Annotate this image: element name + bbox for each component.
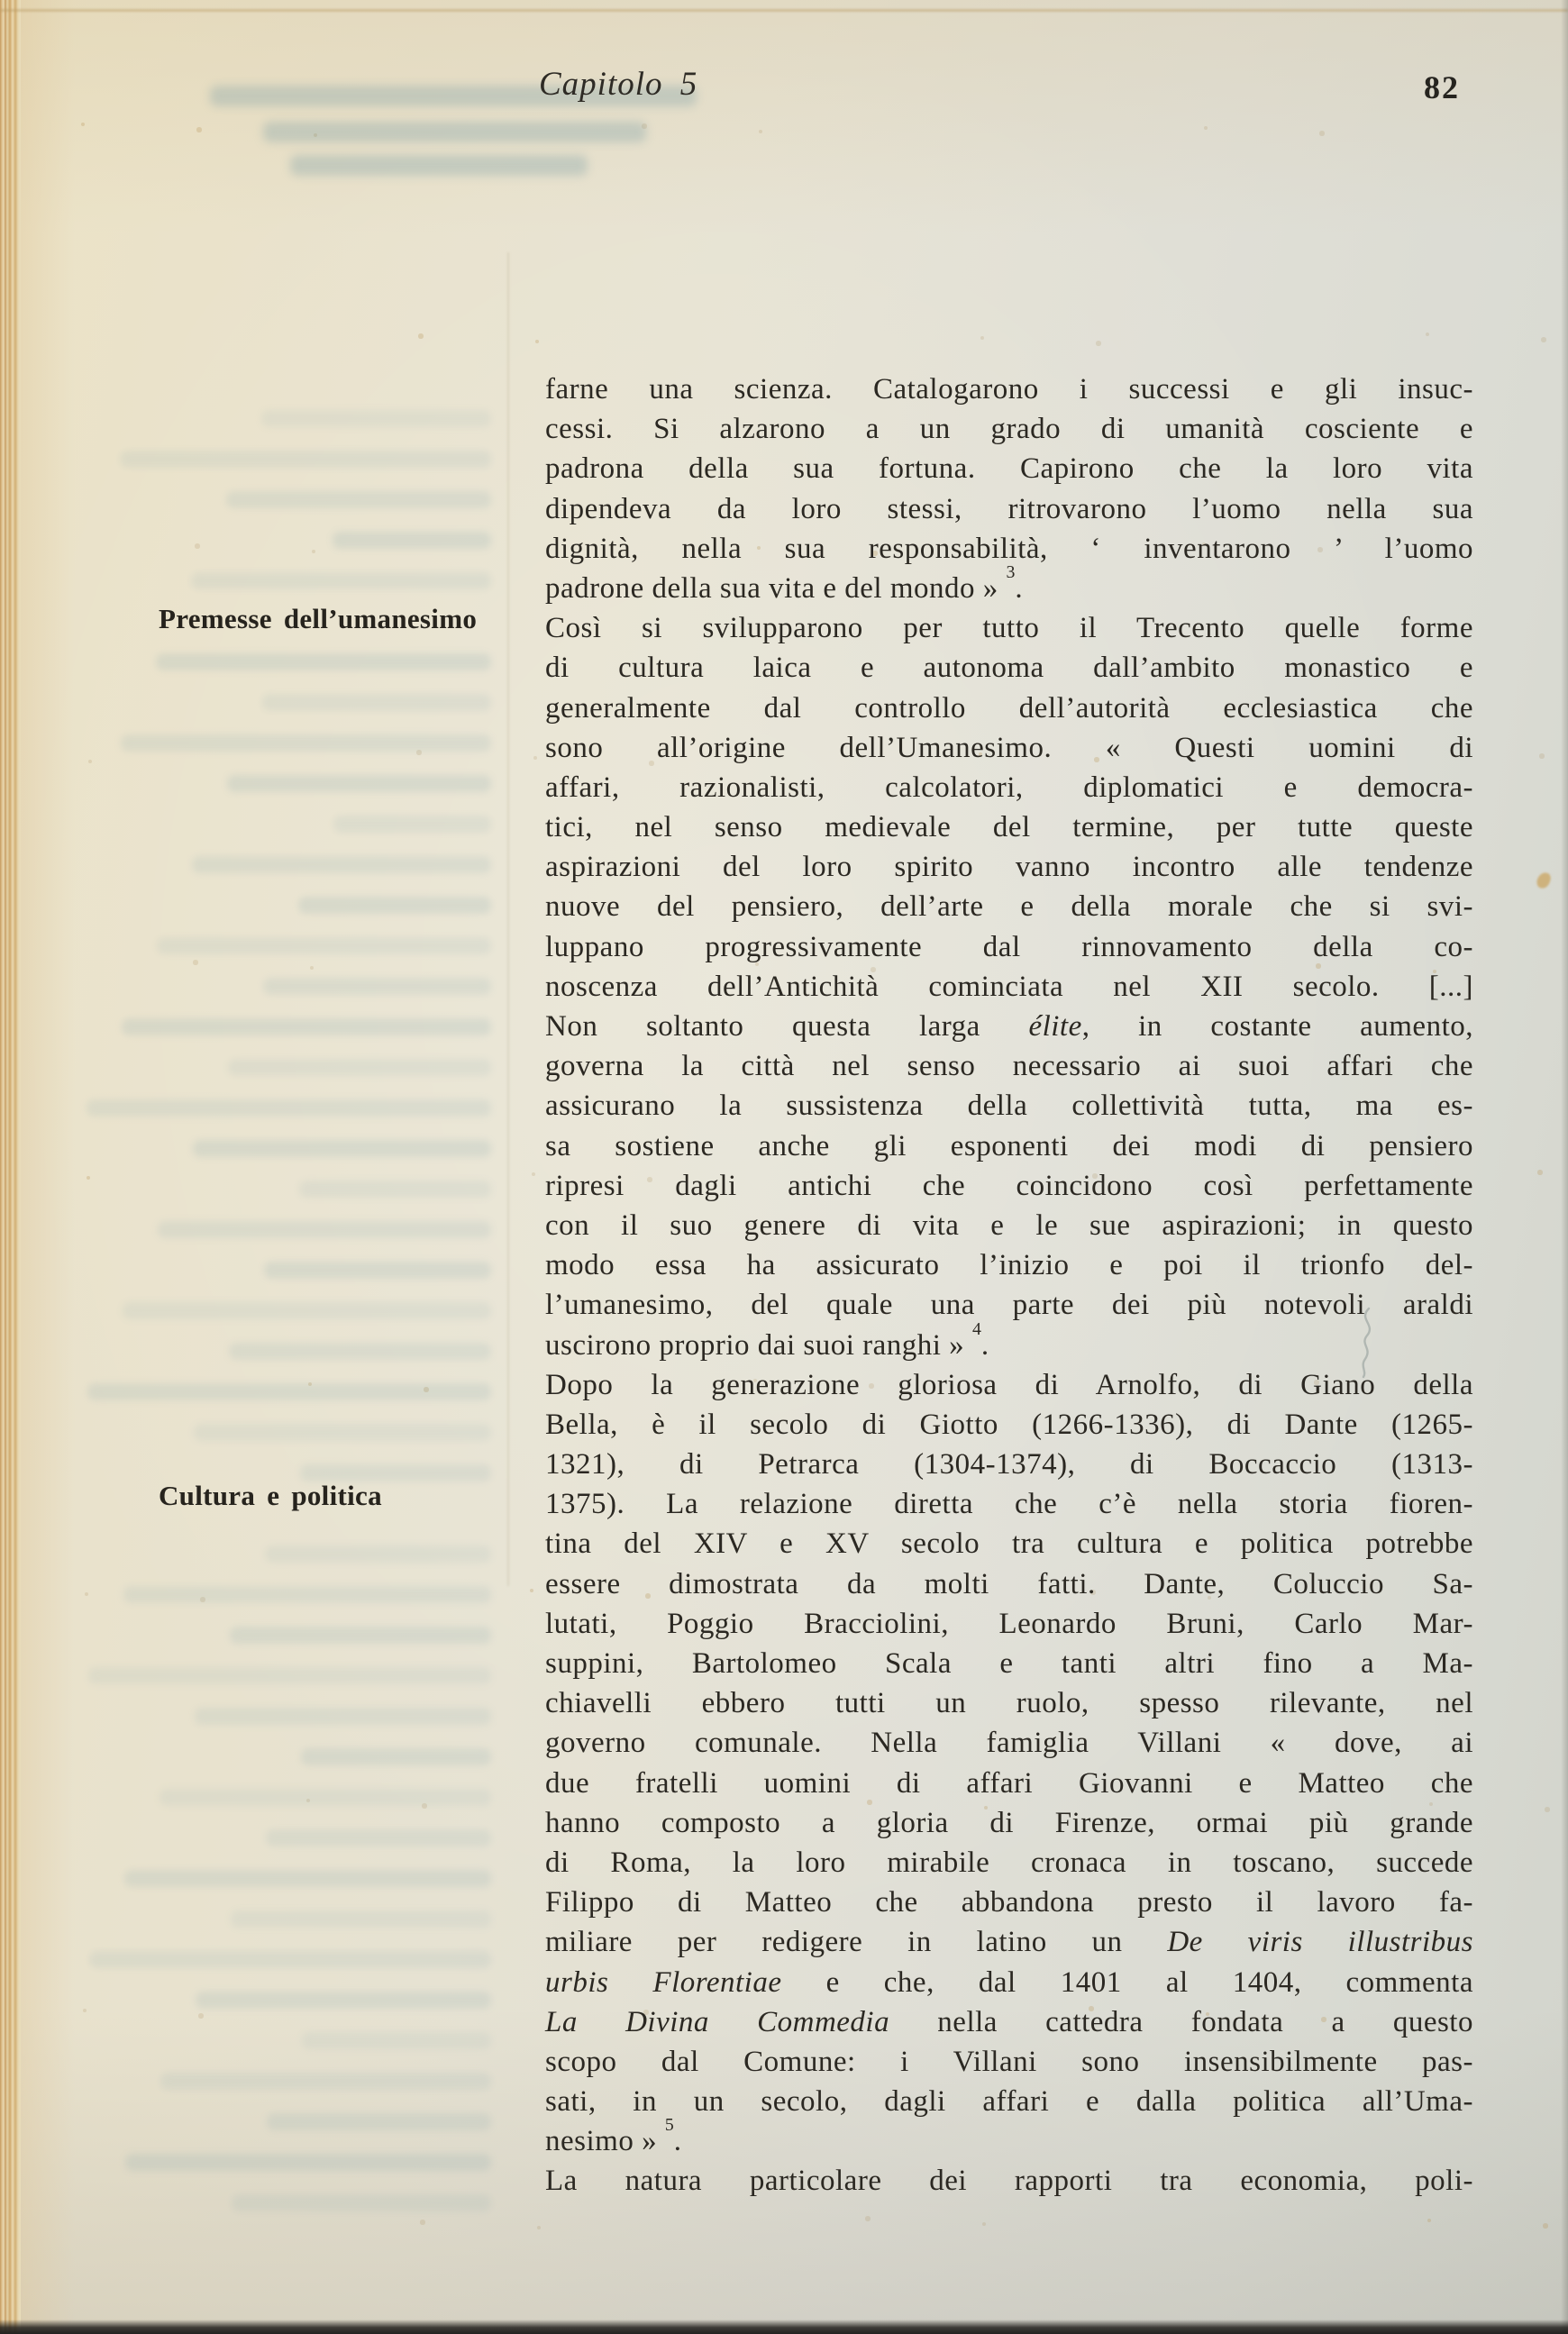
bleed-through-line: [195, 1708, 491, 1725]
page-edge-blend: [21, 0, 75, 2334]
body-line: sa sostiene anche gli esponenti dei modi di pensiero: [545, 1129, 1473, 1162]
body-line: 1375). La relazione diretta che c’è nella storia fioren-: [545, 1488, 1473, 1521]
bleed-through-line: [231, 1910, 491, 1928]
chapter-title: Capitolo 5: [539, 66, 698, 103]
body-line: sono all’origine dell’Umanesimo. « Questi uomini di: [545, 731, 1473, 764]
body-line: assicurano la sussistenza della collettività tutta, ma es-: [545, 1090, 1473, 1123]
body-line: nesimo » $^5$.: [545, 2115, 682, 2158]
body-line: hanno composto a gloria di Firenze, ormai più grande: [545, 1806, 1473, 1839]
body-line: aspirazioni del loro spirito vanno incontro alle tendenze: [545, 851, 1473, 884]
body-line: cessi. Si alzarono a un grado di umanità cosciente e: [545, 413, 1473, 446]
bleed-through-line: [191, 572, 491, 589]
bleed-through-line: [193, 1140, 491, 1157]
bleed-through-line: [122, 1018, 491, 1035]
body-line: scopo dal Comune: i Villani sono insensibilmente pas-: [545, 2045, 1473, 2078]
body-line: La Divina Commedia nella cattedra fondata a questo: [545, 2005, 1473, 2038]
right-page-edge-shadow: [1561, 0, 1568, 2334]
bleed-through-line: [160, 2073, 491, 2090]
body-line: padrona della sua fortuna. Capirono che la loro vita: [545, 452, 1473, 486]
body-line: dipendeva da loro stessi, ritrovarono l’uomo nella sua: [545, 492, 1473, 525]
body-line: governo comunale. Nella famiglia Villani « dove, ai: [545, 1727, 1473, 1760]
bleed-through-line: [265, 1545, 491, 1563]
body-line: di cultura laica e autonoma dall’ambito monastico e: [545, 652, 1473, 685]
paper-speckles: [0, 0, 2, 2]
body-line: generalmente dal controllo dell’autorità ecclesiastica che: [545, 691, 1473, 725]
bleed-through-line: [261, 410, 491, 427]
bleed-through-line: [123, 1586, 491, 1603]
bottom-scan-edge: [0, 2320, 1568, 2334]
bleed-through-line: [298, 897, 491, 914]
bleed-through-line: [262, 694, 491, 711]
bleed-through-line: [124, 1870, 491, 1887]
bleed-through-line: [266, 1829, 491, 1846]
body-line: governa la città nel senso necessario ai suoi affari che: [545, 1050, 1473, 1083]
body-line: Non soltanto questa larga élite, in costante aumento,: [545, 1010, 1473, 1043]
bleed-through-line: [87, 1383, 491, 1400]
body-line: 1321), di Petrarca (1304-1374), di Boccaccio (1313-: [545, 1448, 1473, 1482]
body-line: Filippo di Matteo che abbandona presto il lavoro fa-: [545, 1886, 1473, 1919]
body-line: modo essa ha assicurato l’inizio e poi il trionfo del-: [545, 1249, 1473, 1282]
body-line: nuove del pensiero, dell’arte e della morale che si svi-: [545, 890, 1473, 924]
paper-stain-speck: [1536, 871, 1553, 889]
body-line: luppano progressivamente dal rinnovamento della co-: [545, 930, 1473, 963]
bleed-through-line: [125, 2154, 491, 2171]
body-line: Dopo la generazione gloriosa di Arnolfo, di Giano della: [545, 1368, 1473, 1401]
bleed-through-line: [228, 1059, 491, 1076]
body-line: padrone della sua vita e del mondo » $^3$.: [545, 562, 1024, 605]
body-line: con il suo genere di vita e le sue aspirazioni; in questo: [545, 1208, 1473, 1242]
bleed-through-line: [160, 1789, 491, 1806]
bleed-through-line: [226, 491, 491, 508]
body-line: La natura particolare dei rapporti tra economia, poli-: [545, 2165, 1473, 2198]
body-line: urbis Florentiae e che, dal 1401 al 1404, commenta: [545, 1965, 1473, 1999]
bleed-through-line: [120, 451, 491, 468]
bleed-through-line: [299, 1181, 491, 1198]
body-line: uscirono proprio dai suoi ranghi » $^4$.: [545, 1318, 989, 1362]
body-line: essere dimostrata da molti fatti. Dante, Coluccio Sa-: [545, 1567, 1473, 1600]
body-line: Bella, è il secolo di Giotto (1266-1336), di Dante (1265-: [545, 1408, 1473, 1441]
bleed-through-line: [263, 122, 646, 142]
body-line: chiavelli ebbero tutti un ruolo, spesso rilevante, nel: [545, 1687, 1473, 1720]
body-line: suppini, Bartolomeo Scala e tanti altri fino a Ma-: [545, 1647, 1473, 1680]
body-line: tina del XIV e XV secolo tra cultura e politica potrebbe: [545, 1527, 1473, 1561]
bleed-through-line: [87, 1099, 491, 1117]
body-line: l’umanesimo, del quale una parte dei più notevoli araldi: [545, 1289, 1473, 1322]
body-line: Così si svilupparono per tutto il Trecento quelle forme: [545, 612, 1473, 645]
body-line: tici, nel senso medievale del termine, per tutte queste: [545, 811, 1473, 844]
bleed-through-line: [121, 734, 491, 752]
paper-crease-line: [507, 252, 509, 1586]
bleed-through-line: [192, 856, 491, 873]
bleed-through-line: [123, 1302, 491, 1319]
body-line: affari, razionalisti, calcolatori, diplomatici e democra-: [545, 770, 1473, 804]
bleed-through-line: [232, 2194, 491, 2211]
bleed-through-line: [89, 1951, 491, 1968]
bleed-through-line: [301, 1748, 491, 1765]
page-edge-stripes: [0, 0, 21, 2334]
bleed-through-line: [267, 2113, 491, 2130]
body-line: due fratelli uomini di affari Giovanni e Matteo che: [545, 1766, 1473, 1800]
body-line: sati, in un secolo, dagli affari e dalla politica all’Uma-: [545, 2085, 1473, 2119]
bleed-through-line: [158, 1221, 491, 1238]
bleed-through-line: [229, 1343, 491, 1360]
bleed-through-line: [88, 1667, 491, 1684]
bleed-through-line: [264, 1262, 491, 1279]
bleed-through-line: [157, 937, 491, 954]
bleed-through-line: [156, 653, 491, 670]
bleed-through-line: [290, 155, 588, 176]
body-line: noscenza dell’Antichità cominciata nel XII secolo. [...]: [545, 970, 1473, 1003]
body-line: lutati, Poggio Bracciolini, Leonardo Bruni, Carlo Mar-: [545, 1607, 1473, 1640]
bleed-through-line: [333, 532, 491, 549]
page-number: 82: [1424, 69, 1460, 105]
body-line: ripresi dagli antichi che coincidono così perfettamente: [545, 1169, 1473, 1202]
body-line: farne una scienza. Catalogarono i successi e gli insuc-: [545, 373, 1473, 406]
body-line: miliare per redigere in latino un De viris illustribus: [545, 1926, 1473, 1959]
body-text: [545, 369, 1473, 2202]
margin-note-cultura: Cultura e politica: [159, 1479, 382, 1511]
bleed-through-line: [263, 978, 491, 995]
bleed-through-line: [230, 1627, 491, 1644]
bleed-through-line: [227, 775, 491, 792]
bleed-through-line: [196, 1992, 491, 2009]
body-line: di Roma, la loro mirabile cronaca in toscano, succede: [545, 1846, 1473, 1879]
margin-note-premesse: Premesse dell’umanesimo: [159, 603, 478, 635]
bleed-through-line: [194, 1424, 491, 1441]
body-line: dignità, nella sua responsabilità, ‘ inventarono ’ l’uomo: [545, 532, 1473, 565]
top-page-edge-line: [0, 9, 1568, 12]
bleed-through-line: [333, 816, 491, 833]
bleed-through-line: [302, 2032, 491, 2049]
